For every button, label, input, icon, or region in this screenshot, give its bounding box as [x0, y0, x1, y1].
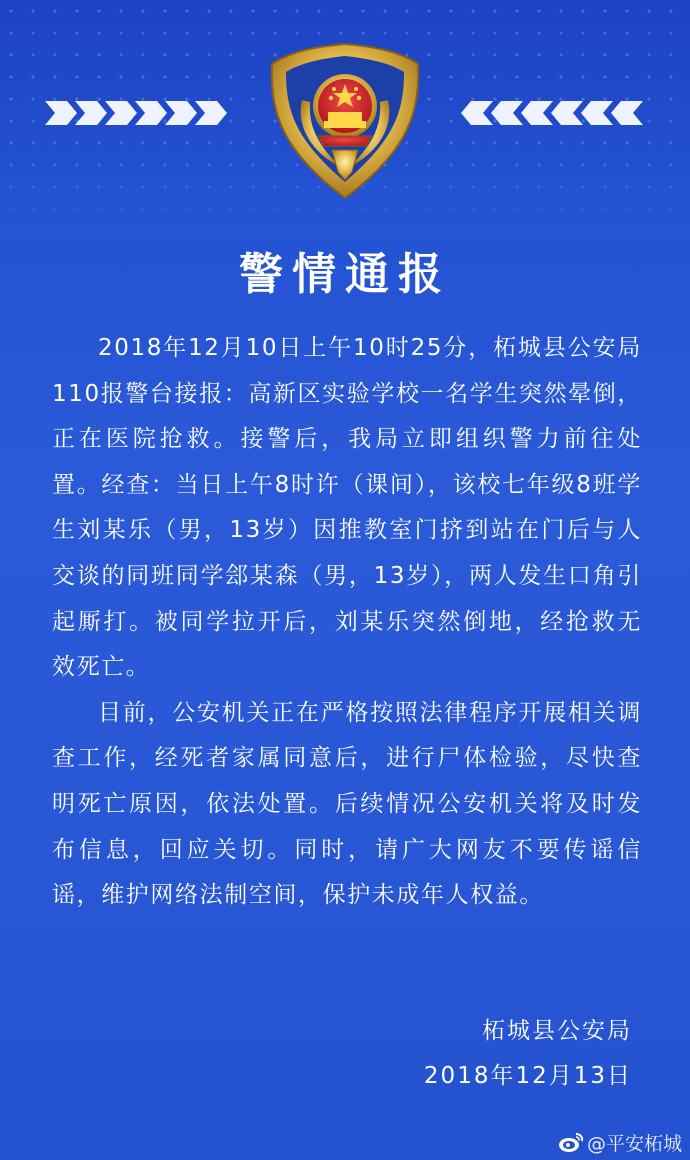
- signature-date: 2018年12月13日: [423, 1063, 632, 1089]
- police-emblem-icon: [262, 40, 428, 202]
- weibo-icon: [558, 1131, 584, 1153]
- watermark-text: @平安柘城: [586, 1132, 682, 1155]
- paragraph: 2018年12月10日上午10时25分，柘城县公安局110报警台接报：高新区实验学校一名学生突然晕倒，正在医院抢救。接警后，我局立即组织警力前往处置。经查：当日上午8时许（课间），该校七年级8班学生刘某乐（男，13岁）因推教室门挤到站在门后与人交谈的同班同学郐某森（男，13岁），两人发生口角引起厮打。被同学拉开后，刘某乐突然倒地，经抢救无效死亡。: [52, 335, 642, 681]
- page-title: 警情通报: [239, 249, 451, 300]
- weibo-watermark: [558, 1129, 682, 1155]
- chevron-wings-right-icon: [458, 93, 643, 133]
- signature-organization: 柘城县公安局: [482, 1018, 632, 1044]
- notice-body: [52, 326, 642, 919]
- chevron-wings-left-icon: [45, 93, 230, 133]
- paragraph: 目前，公安机关正在严格按照法律程序开展相关调查工作，经死者家属同意后，进行尸体检验，尽快查明死亡原因，依法处置。后续情况公安机关将及时发布信息，回应关切。同时，请广大网友不要传谣信谣，维护网络法制空间，保护未成年人权益。: [52, 699, 642, 909]
